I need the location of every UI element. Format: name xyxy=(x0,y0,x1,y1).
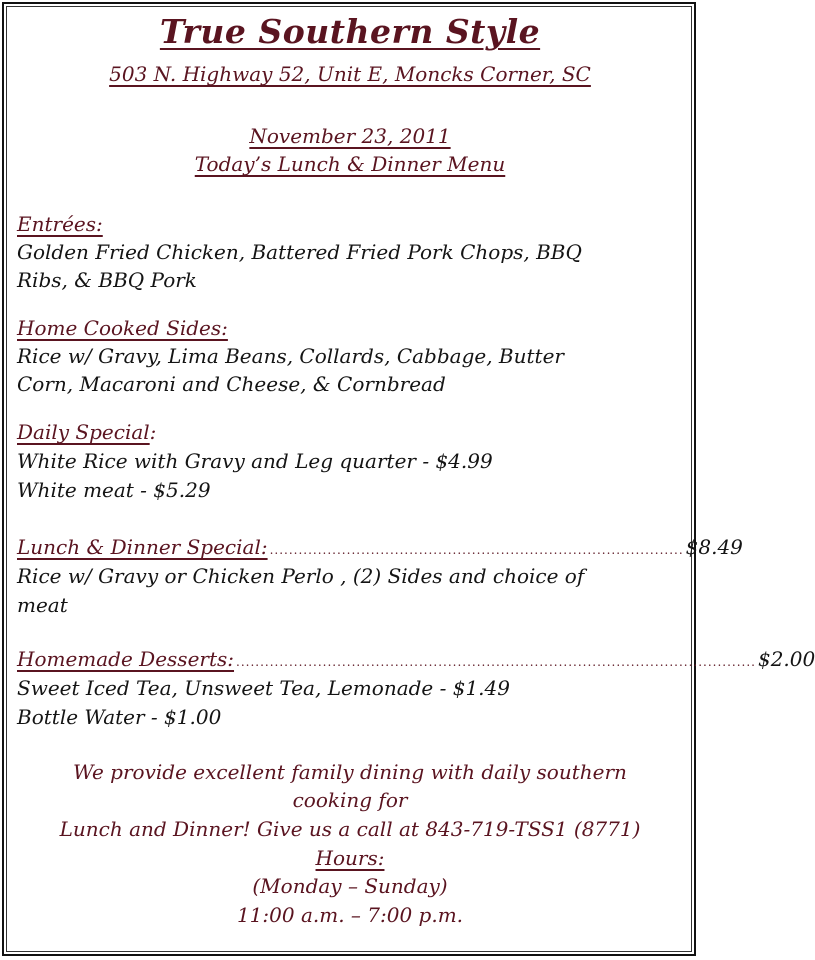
footer-line-3: Lunch and Dinner! Give us a call at 843-719-TSS1 (8771) xyxy=(59,817,641,841)
restaurant-address: 503 N. Highway 52, Unit E, Moncks Corner, SC xyxy=(109,62,591,86)
daily-special-line-2: White meat - $5.29 xyxy=(17,478,211,502)
lunch-dinner-special-line-1: Rice w/ Gravy or Chicken Perlo , (2) Sides and choice of xyxy=(17,564,585,588)
menu-date: November 23, 2011 xyxy=(249,124,451,148)
desserts-leader: ............................................................................................................ xyxy=(236,655,756,669)
desserts-row xyxy=(17,645,815,676)
daily-special-heading-row xyxy=(17,418,156,446)
entrees-line-1: Golden Fried Chicken, Battered Fried Pork Chops, BBQ xyxy=(17,240,582,264)
lunch-dinner-special-line-2: meat xyxy=(17,593,68,617)
hours-days: (Monday – Sunday) xyxy=(252,874,448,898)
daily-special-colon: : xyxy=(149,420,157,444)
footer-line-2: cooking for xyxy=(292,788,408,812)
sides-heading: Home Cooked Sides: xyxy=(17,316,228,340)
lunch-dinner-special-row xyxy=(17,533,743,564)
lunch-dinner-special-leader: ...................................................................................... xyxy=(269,543,684,557)
restaurant-name: True Southern Style xyxy=(159,12,541,51)
desserts-heading: Homemade Desserts: xyxy=(17,647,235,671)
daily-special-line-1: White Rice with Gravy and Leg quarter - $4.99 xyxy=(17,449,493,473)
hours-heading: Hours: xyxy=(315,846,385,870)
desserts-line-1: Sweet Iced Tea, Unsweet Tea, Lemonade - $1.49 xyxy=(17,676,510,700)
entrees-line-2: Ribs, & BBQ Pork xyxy=(17,268,197,292)
desserts-line-2: Bottle Water - $1.00 xyxy=(17,705,222,729)
desserts-price: $2.00 xyxy=(757,647,815,671)
entrees-heading: Entrées: xyxy=(17,212,103,236)
hours-times: 11:00 a.m. – 7:00 p.m. xyxy=(236,903,464,927)
daily-special-heading: Daily Special xyxy=(17,420,150,444)
lunch-dinner-special-heading: Lunch & Dinner Special: xyxy=(17,535,268,559)
hours-heading-row xyxy=(30,844,670,872)
footer-line-1: We provide excellent family dining with daily southern xyxy=(73,760,627,784)
sides-line-2: Corn, Macaroni and Cheese, & Cornbread xyxy=(17,372,446,396)
menu-title: Today’s Lunch & Dinner Menu xyxy=(194,152,506,176)
lunch-dinner-special-price: $8.49 xyxy=(685,535,743,559)
sides-line-1: Rice w/ Gravy, Lima Beans, Collards, Cabbage, Butter xyxy=(17,344,564,368)
